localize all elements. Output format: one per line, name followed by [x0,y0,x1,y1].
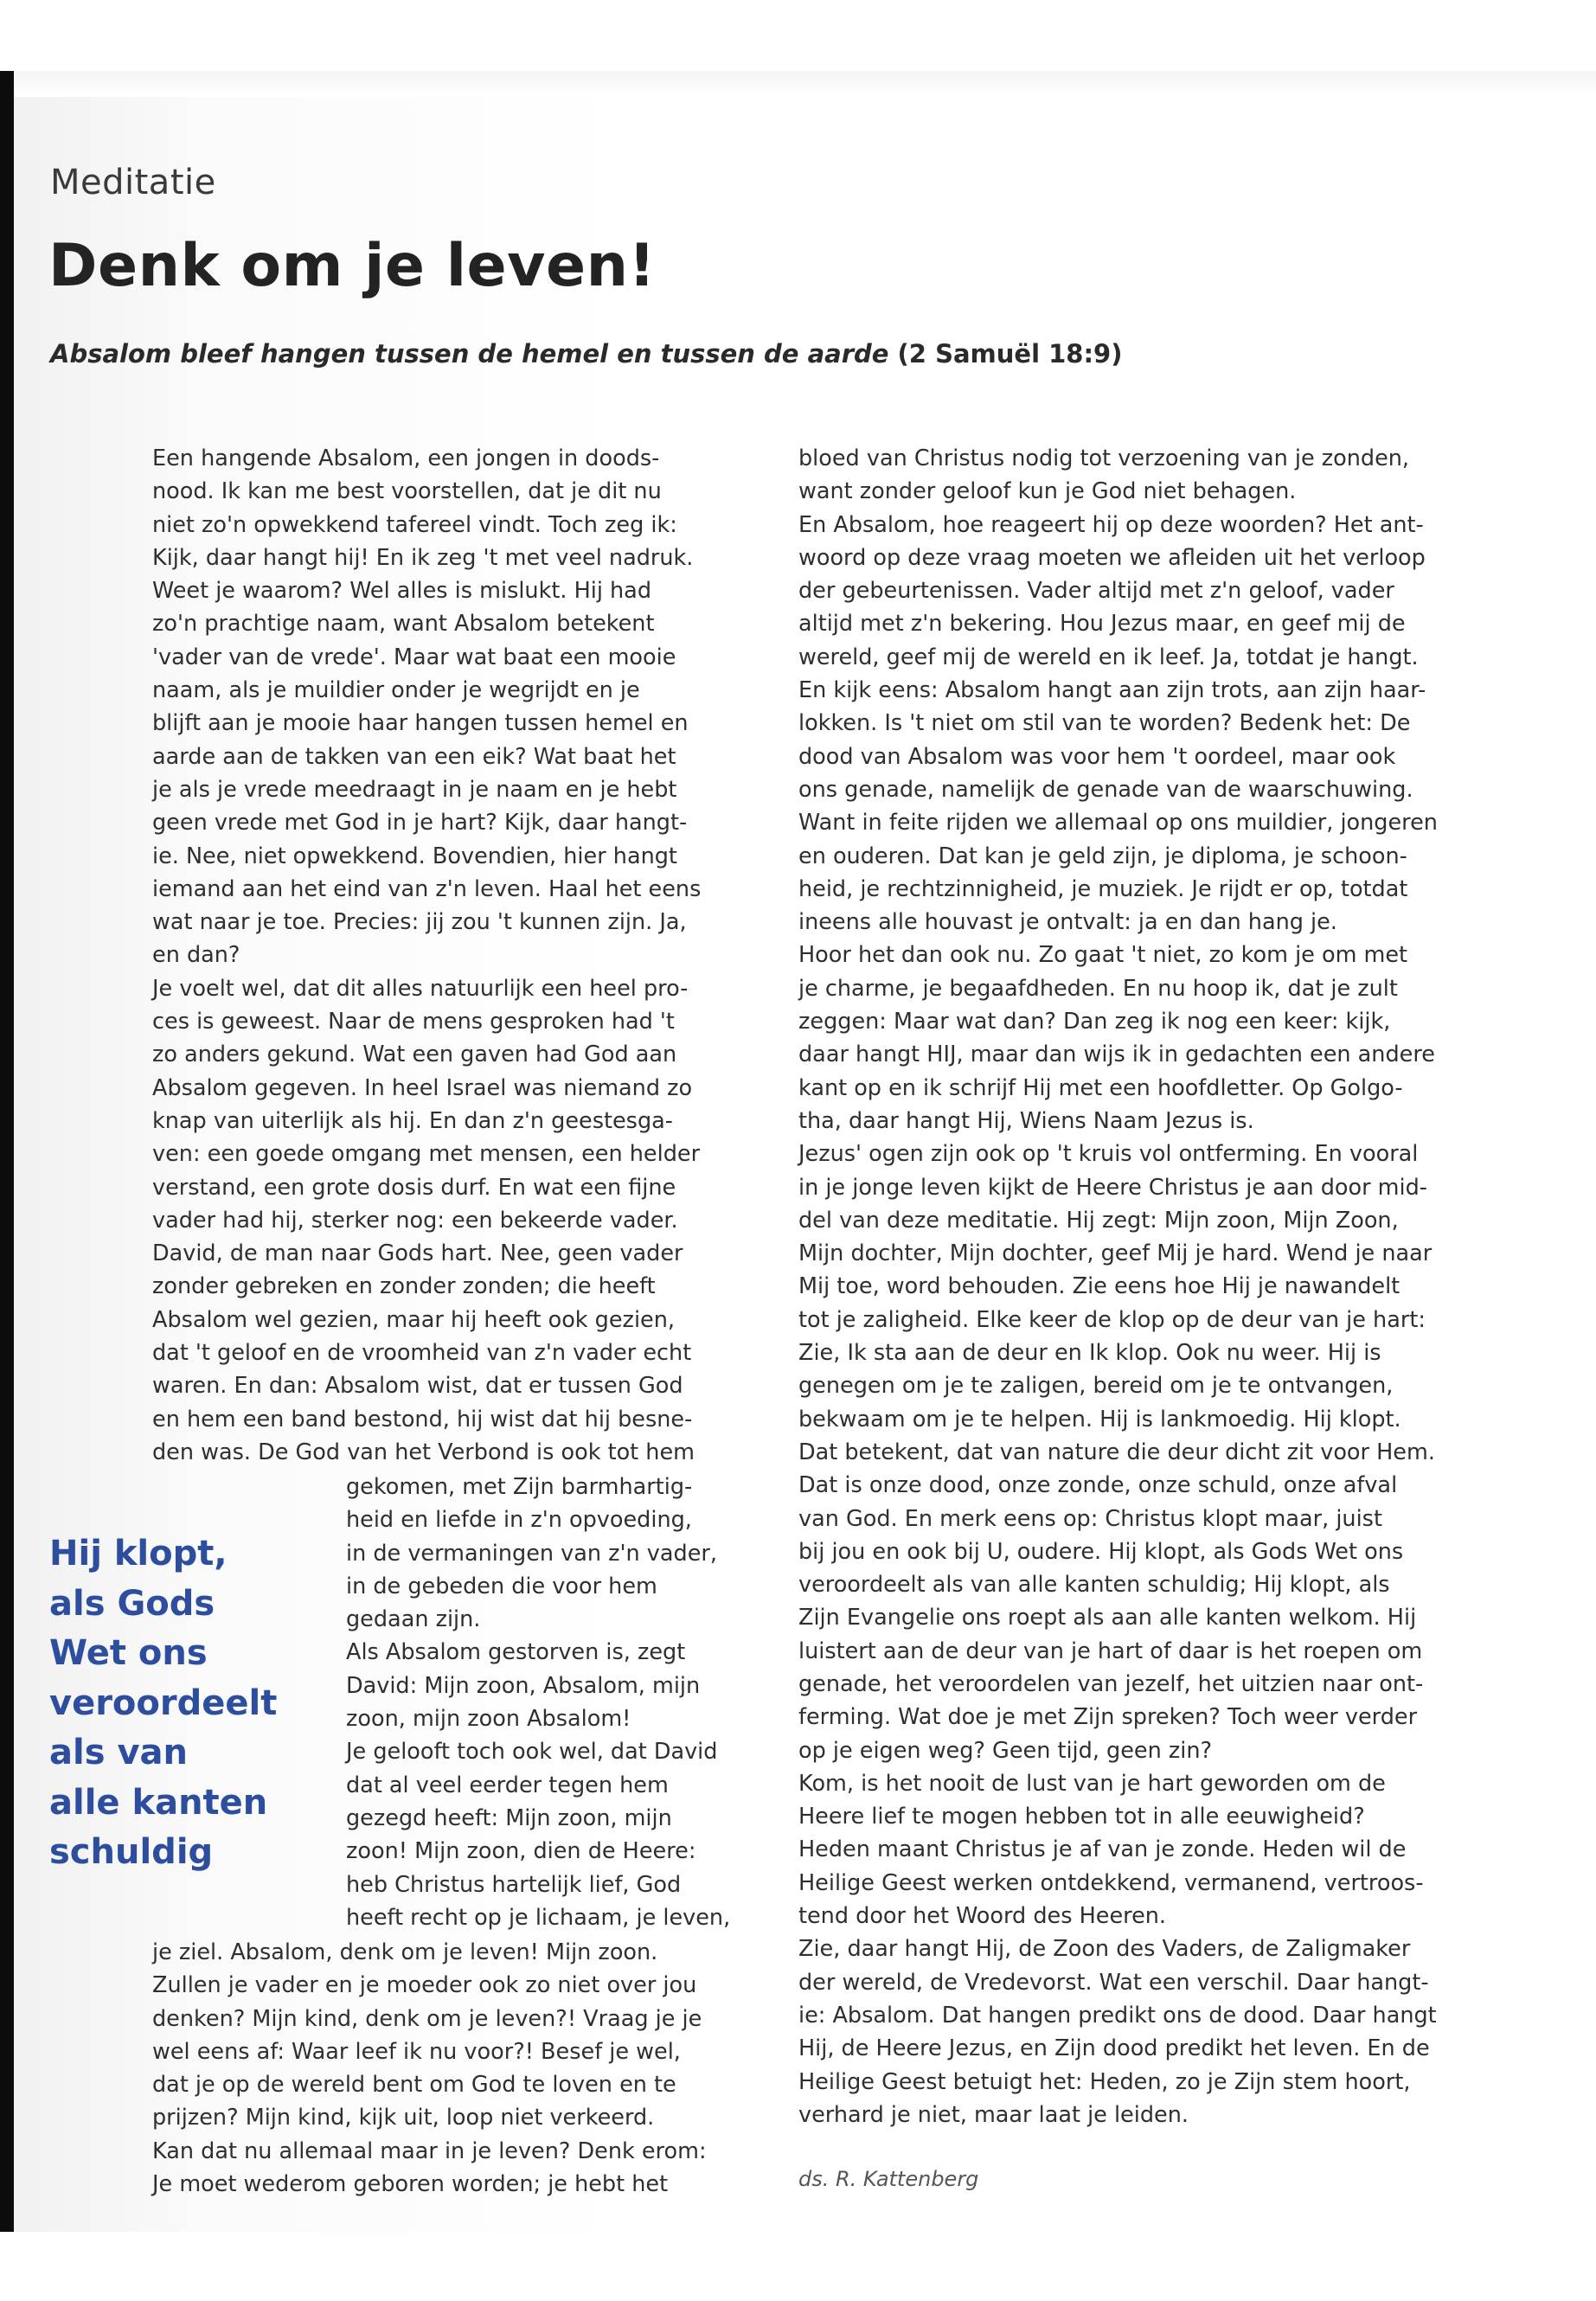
text-line: daar hangt HIJ, maar dan wijs ik in gedachten een andere [798,1042,1435,1068]
text-line: der wereld, de Vredevorst. Wat een verschil. Daar hangt- [798,1969,1429,1996]
text-line: op je eigen weg? Geen tijd, geen zin? [798,1737,1213,1764]
text-line: nood. Ik kan me best voorstellen, dat je dit nu [152,478,662,505]
text-line: genade, het veroordelen van jezelf, het uitzien naar ont- [798,1670,1424,1697]
text-line: Hoor het dan ook nu. Zo gaat 't niet, zo kom je om met [798,942,1408,969]
text-line: zo anders gekund. Wat een gaven had God aan [152,1042,677,1068]
text-line: tend door het Woord des Heeren. [798,1903,1167,1930]
text-line: ineens alle houvast je ontvalt: ja en dan hang je. [798,909,1337,936]
page-top-shadow [14,71,1596,97]
text-line: waren. En dan: Absalom wist, dat er tussen God [152,1373,683,1400]
text-line: tot je zaligheid. Elke keer de klop op de deur van je hart: [798,1306,1426,1333]
text-line: Een hangende Absalom, een jongen in doods- [152,445,660,471]
text-line: der gebeurtenissen. Vader altijd met z'n geloof, vader [798,578,1394,605]
text-line: want zonder geloof kun je God niet behagen. [798,478,1297,505]
text-line: Als Absalom gestorven is, zegt [346,1639,686,1666]
body-column-left-indented [346,1471,730,1934]
text-line: heb Christus hartelijk lief, God [346,1871,682,1898]
text-line: Absalom gegeven. In heel Israel was niemand zo [152,1074,693,1101]
subtitle-reference: (2 Samuël 18:9) [897,339,1123,369]
author-signature: ds. R. Kattenberg [798,2167,979,2191]
text-line: David, de man naar Gods hart. Nee, geen vader [152,1240,683,1267]
text-line: zoon, mijn zoon Absalom! [346,1706,631,1733]
text-line: Heden maant Christus je af van je zonde. Heden wil de [798,1836,1407,1863]
text-line: als van [49,1733,188,1772]
text-line: bij jou en ook bij U, oudere. Hij klopt, als Gods Wet ons [798,1538,1404,1565]
text-line: zonder gebreken en zonder zonden; die heeft [152,1273,656,1300]
text-line: in de vermaningen van z'n vader, [346,1540,717,1567]
text-line: gezegd heeft: Mijn zoon, mijn [346,1804,672,1831]
text-line: luistert aan de deur van je hart of daar is het roepen om [798,1638,1423,1664]
body-column-left-top [152,442,701,1469]
text-line: tha, daar hangt Hij, Wiens Naam Jezus is. [798,1107,1254,1134]
text-line: prijzen? Mijn kind, kijk uit, loop niet verkeerd. [152,2105,655,2131]
text-line: Mij toe, word behouden. Zie eens hoe Hij je nawandelt [798,1273,1401,1300]
article-subtitle [50,339,1123,369]
text-line: den was. De God van het Verbond is ook tot hem [152,1439,695,1465]
text-line: verstand, een grote dosis durf. En wat een fijne [152,1174,676,1201]
text-line: iemand aan het eind van z'n leven. Haal het eens [152,875,702,902]
text-line: wereld, geef mij de wereld en ik leef. Ja, totdat je hangt. [798,644,1419,670]
text-line: dat je op de wereld bent om God te loven en te [152,2072,676,2099]
text-line: Kijk, daar hangt hij! En ik zeg 't met veel nadruk. [152,544,694,571]
text-line: Je voelt wel, dat dit alles natuurlijk een heel pro- [152,975,689,1002]
text-line: heid en liefde in z'n opvoeding, [346,1507,692,1534]
text-line: en dan? [152,942,240,969]
text-line: en hem een band bestond, hij wist dat hij besne- [152,1406,693,1433]
text-line: heeft recht op je lichaam, je leven, [346,1904,731,1931]
text-line: ven: een goede omgang met mensen, een helder [152,1141,701,1168]
text-line: Mijn dochter, Mijn dochter, geef Mij je hard. Wend je naar [798,1240,1433,1267]
text-line: En kijk eens: Absalom hangt aan zijn trots, aan zijn haar- [798,677,1426,704]
text-line: Heilige Geest betuigt het: Heden, zo je Zijn stem hoort, [798,2068,1411,2095]
text-line: blijft aan je mooie haar hangen tussen hemel en [152,710,689,737]
text-line: Dat is onze dood, onze zonde, onze schuld, onze afval [798,1472,1398,1499]
text-line: Zijn Evangelie ons roept als aan alle kanten welkom. Hij [798,1605,1417,1631]
text-line: bloed van Christus nodig tot verzoening van je zonden, [798,445,1410,471]
section-label: Meditatie [50,163,216,202]
text-line: Absalom wel gezien, maar hij heeft ook gezien, [152,1306,675,1333]
text-line: Dat betekent, dat van nature die deur dicht zit voor Hem. [798,1439,1435,1465]
text-line: dat 't geloof en de vroomheid van z'n vader echt [152,1340,692,1367]
text-line: Kom, is het nooit de lust van je hart geworden om de [798,1770,1386,1797]
text-line: veroordeelt als van alle kanten schuldig; Hij klopt, als [798,1572,1390,1599]
text-line: wel eens af: Waar leef ik nu voor?! Besef je wel, [152,2038,681,2065]
text-line: schuldig [49,1832,214,1872]
text-line: zeggen: Maar wat dan? Dan zeg ik nog een keer: kijk, [798,1009,1391,1035]
text-line: David: Mijn zoon, Absalom, mijn [346,1672,701,1699]
text-line: knap van uiterlijk als hij. En dan z'n geestesga- [152,1107,673,1134]
text-line: in de gebeden die voor hem [346,1573,657,1599]
text-line: vader had hij, sterker nog: een bekeerde vader. [152,1207,678,1234]
text-line: naam, als je muildier onder je wegrijdt en je [152,677,640,704]
text-line: geen vrede met God in je hart? Kijk, daar hangt- [152,810,688,836]
text-line: je ziel. Absalom, denk om je leven! Mijn zoon. [152,1939,658,1965]
text-line: als Gods [49,1583,215,1624]
text-line: altijd met z'n bekering. Hou Jezus maar, en geef mij de [798,611,1406,638]
text-line: van God. En merk eens op: Christus klopt maar, juist [798,1505,1382,1532]
text-line: en ouderen. Dat kan je geld zijn, je diploma, je schoon- [798,843,1407,869]
text-line: je charme, je begaafdheden. En nu hoop ik, dat je zult [798,975,1398,1002]
text-line: veroordeelt [49,1682,278,1723]
text-line: Je gelooft toch ook wel, dat David [346,1739,718,1766]
text-line: ons genade, namelijk de genade van de waarschuwing. [798,776,1413,803]
text-line: En Absalom, hoe reageert hij op deze woorden? Het ant- [798,511,1424,538]
text-line: gedaan zijn. [346,1606,481,1633]
text-line: in je jonge leven kijkt de Heere Christus je aan door mid- [798,1174,1427,1201]
subtitle-quote: Absalom bleef hangen tussen de hemel en tussen de aarde [50,339,889,369]
text-line: Weet je waarom? Wel alles is mislukt. Hij had [152,578,651,605]
text-line: zoon! Mijn zoon, dien de Heere: [346,1838,696,1865]
text-line: Zullen je vader en je moeder ook zo niet over jou [152,1972,697,1999]
text-line: Hij, de Heere Jezus, en Zijn dood predikt het leven. En de [798,2035,1430,2062]
text-line: genegen om je te zaligen, bereid om je te ontvangen, [798,1373,1394,1400]
text-line: dat al veel eerder tegen hem [346,1772,669,1798]
text-line: niet zo'n opwekkend tafereel vindt. Toch zeg ik: [152,511,677,538]
text-line: ie. Nee, niet opwekkend. Bovendien, hier hangt [152,843,677,869]
text-line: je als je vrede meedraagt in je naam en je hebt [152,776,677,803]
body-column-left-bottom [152,1936,707,2201]
text-line: Wet ons [49,1633,208,1673]
text-line: Je moet wederom geboren worden; je hebt het [152,2171,669,2198]
text-line: denken? Mijn kind, denk om je leven?! Vraag je je [152,2005,702,2032]
text-line: Kan dat nu allemaal maar in je leven? Denk erom: [152,2138,707,2164]
text-line: ferming. Wat doe je met Zijn spreken? Toch weer verder [798,1704,1418,1731]
text-line: bekwaam om je te helpen. Hij is lankmoedig. Hij klopt. [798,1406,1401,1433]
text-line: kant op en ik schrijf Hij met een hoofdletter. Op Golgo- [798,1074,1403,1101]
article-title: Denk om je leven! [48,232,657,300]
text-line: ie: Absalom. Dat hangen predikt ons de dood. Daar hangt [798,2002,1437,2029]
text-line: heid, je rechtzinnigheid, je muziek. Je rijdt er op, totdat [798,875,1408,902]
text-line: Want in feite rijden we allemaal op ons muildier, jongeren [798,810,1438,836]
body-column-right [798,442,1438,2131]
text-line: Jezus' ogen zijn ook op 't kruis vol ontferming. En vooral [798,1141,1419,1168]
text-line: lokken. Is 't niet om stil van te worden? Bedenk het: De [798,710,1411,737]
text-line: 'vader van de vrede'. Maar wat baat een mooie [152,644,676,670]
text-line: Heere lief te mogen hebben tot in alle eeuwigheid? [798,1804,1365,1830]
text-line: ces is geweest. Naar de mens gesproken had 't [152,1009,675,1035]
text-line: Zie, Ik sta aan de deur en Ik klop. Ook nu weer. Hij is [798,1340,1381,1367]
text-line: Zie, daar hangt Hij, de Zoon des Vaders, de Zaligmaker [798,1936,1411,1963]
pull-quote [49,1529,277,1878]
text-line: verhard je niet, maar laat je leiden. [798,2101,1189,2128]
page-binding-edge [0,71,14,2232]
text-line: Heilige Geest werken ontdekkend, vermanend, vertroos- [798,1869,1424,1896]
text-line: zo'n prachtige naam, want Absalom betekent [152,611,655,638]
text-line: Hij klopt, [49,1534,228,1574]
text-line: gekomen, met Zijn barmhartig- [346,1474,693,1500]
text-line: aarde aan de takken van een eik? Wat baat het [152,743,676,770]
text-line: woord op deze vraag moeten we afleiden uit het verloop [798,544,1426,571]
text-line: del van deze meditatie. Hij zegt: Mijn zoon, Mijn Zoon, [798,1207,1399,1234]
text-line: wat naar je toe. Precies: jij zou 't kunnen zijn. Ja, [152,909,687,936]
text-line: dood van Absalom was voor hem 't oordeel, maar ook [798,743,1396,770]
text-line: alle kanten [49,1782,268,1823]
